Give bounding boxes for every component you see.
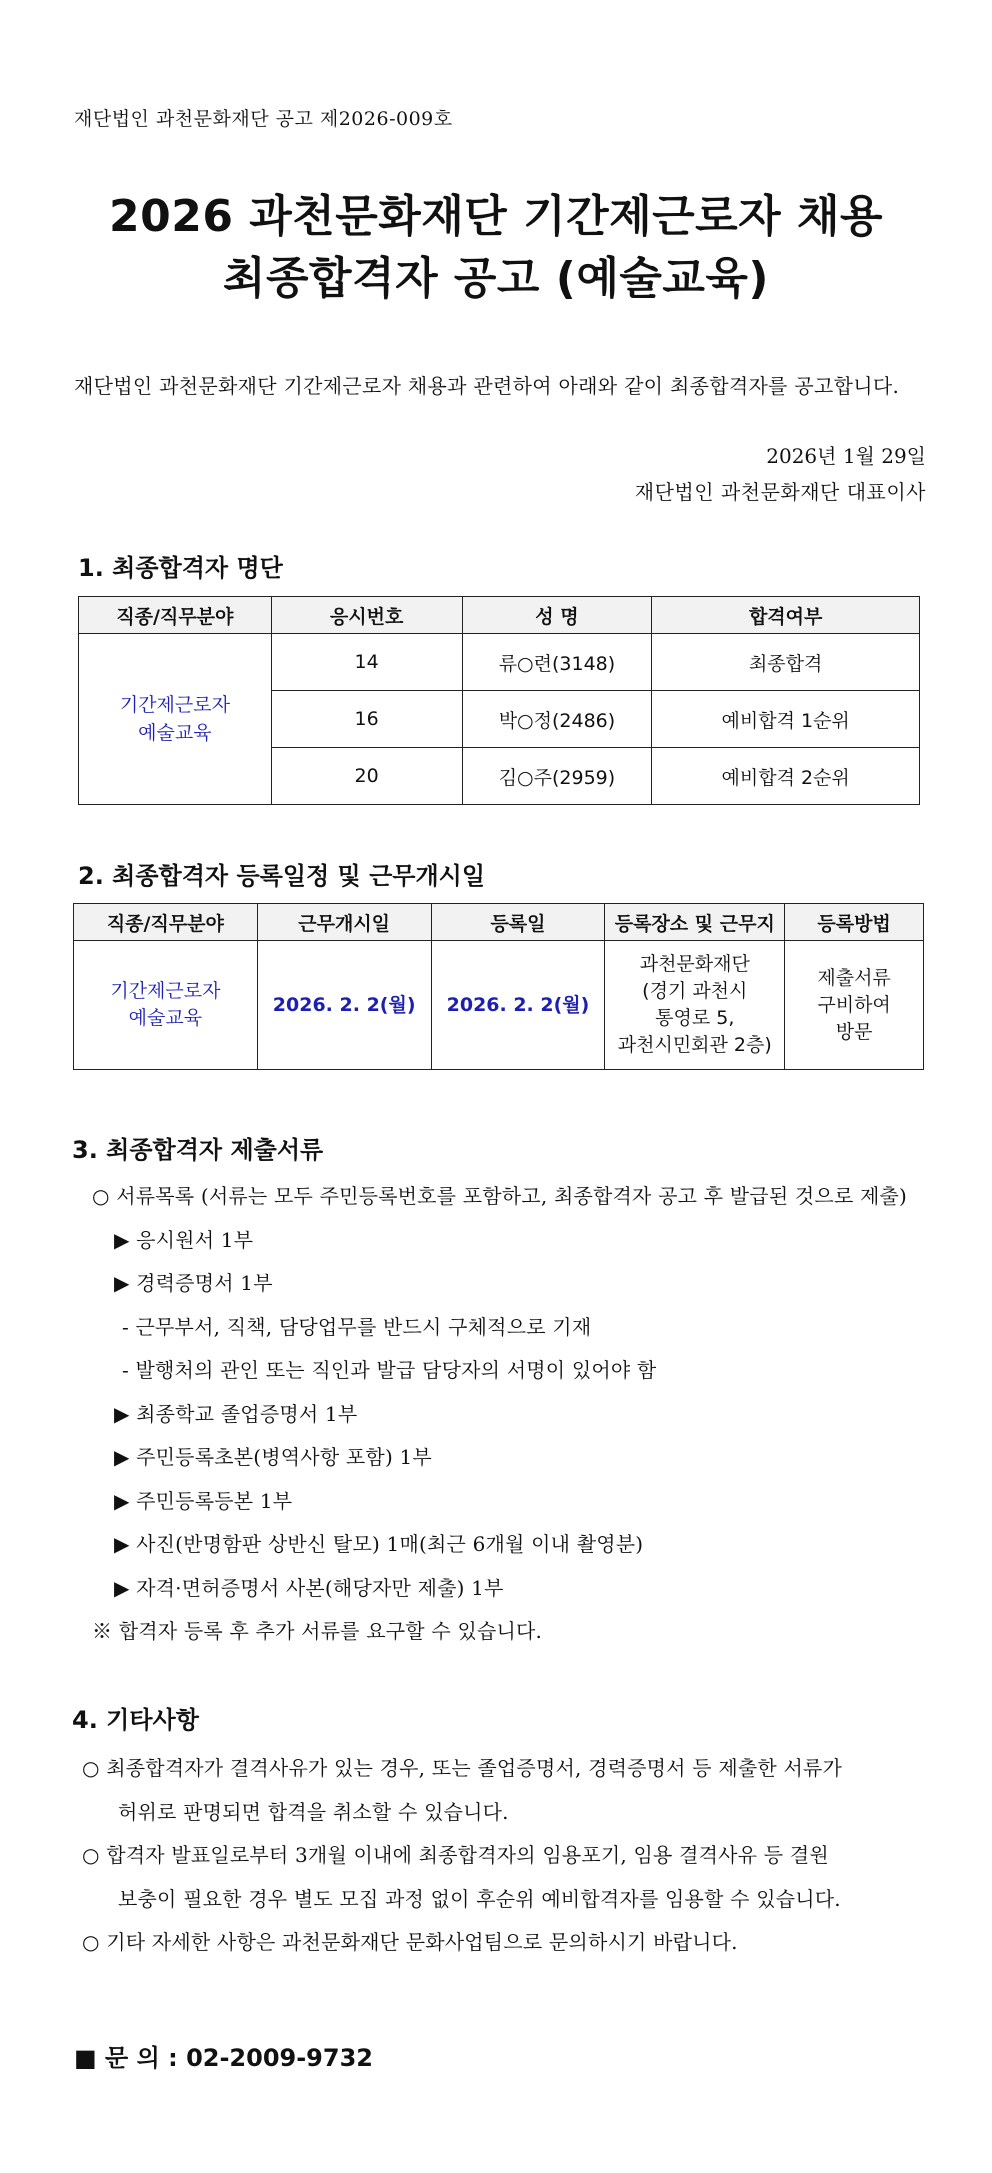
col-header: 응시번호 [271, 597, 462, 634]
registration-date: 2026. 2. 2(월) [431, 941, 605, 1070]
contact-info: ■ 문 의 : 02-2009-9732 [74, 2044, 373, 2072]
col-header: 등록일 [431, 904, 605, 941]
job-field-cell [79, 634, 272, 805]
job-field-line: 예술교육 [128, 1007, 203, 1029]
col-header: 등록방법 [785, 904, 924, 941]
place-line: (경기 과천시 [642, 980, 748, 1002]
col-header: 근무개시일 [257, 904, 431, 941]
col-header: 합격여부 [652, 597, 920, 634]
pass-result: 예비합격 1순위 [652, 691, 920, 748]
registration-method [785, 941, 924, 1070]
col-header: 직종/직무분야 [79, 597, 272, 634]
document-note: - 근무부서, 직책, 담당업무를 반드시 구체적으로 기재 [122, 1315, 592, 1339]
col-header: 성 명 [462, 597, 652, 634]
col-header: 등록장소 및 근무지 [605, 904, 785, 941]
document-item: ▶ 주민등록등본 1부 [114, 1489, 293, 1513]
misc-item: ○ 최종합격자가 결격사유가 있는 경우, 또는 졸업증명서, 경력증명서 등 제출한 서류가 [82, 1756, 843, 1780]
pass-result: 최종합격 [652, 634, 920, 691]
section1-heading: 1. 최종합격자 명단 [78, 554, 283, 582]
job-field-line: 기간제근로자 [110, 980, 221, 1002]
method-line: 제출서류 [817, 966, 891, 989]
job-field-cell [74, 941, 258, 1070]
col-header: 직종/직무분야 [74, 904, 258, 941]
applicant-number: 14 [271, 634, 462, 691]
misc-item: ○ 기타 자세한 사항은 과천문화재단 문화사업팀으로 문의하시기 바랍니다. [82, 1930, 738, 1954]
applicant-name: 박○정(2486) [462, 691, 652, 748]
misc-item: ○ 합격자 발표일로부터 3개월 이내에 최종합격자의 임용포기, 임용 결격사유 등 결원 [82, 1843, 829, 1867]
document-item: ▶ 자격·면허증명서 사본(해당자만 제출) 1부 [114, 1576, 504, 1600]
method-line: 구비하여 [817, 993, 891, 1016]
intro-text: 재단법인 과천문화재단 기간제근로자 채용과 관련하여 아래와 같이 최종합격자를 공고합니다. [74, 374, 900, 398]
place-line: 과천시민회관 2층) [617, 1034, 772, 1056]
table-row [74, 941, 924, 1070]
signatory: 재단법인 과천문화재단 대표이사 [634, 480, 926, 504]
notice-date: 2026년 1월 29일 [766, 444, 926, 468]
table-header-row [74, 904, 924, 941]
document-item: ▶ 최종학교 졸업증명서 1부 [114, 1402, 358, 1426]
table-row [79, 634, 920, 691]
document-item: ▶ 주민등록초본(병역사항 포함) 1부 [114, 1445, 432, 1469]
notice-number: 재단법인 과천문화재단 공고 제2026-009호 [74, 108, 453, 130]
section4-heading: 4. 기타사항 [72, 1706, 199, 1734]
registration-place [605, 941, 785, 1070]
place-line: 과천문화재단 [639, 953, 750, 975]
document-item: ▶ 경력증명서 1부 [114, 1271, 273, 1295]
pass-result: 예비합격 2순위 [652, 748, 920, 805]
document-item: ▶ 사진(반명함판 상반신 탈모) 1매(최근 6개월 이내 촬영분) [114, 1532, 644, 1556]
final-candidates-table [78, 596, 920, 805]
place-line: 통영로 5, [655, 1007, 735, 1029]
work-start-date: 2026. 2. 2(월) [257, 941, 431, 1070]
job-field-line: 예술교육 [138, 722, 212, 744]
misc-item-continued: 허위로 판명되면 합격을 취소할 수 있습니다. [118, 1800, 509, 1824]
method-line: 방문 [835, 1020, 873, 1043]
title-line-2: 최종합격자 공고 (예술교육) [223, 253, 769, 304]
additional-documents-note: ※ 합격자 등록 후 추가 서류를 요구할 수 있습니다. [92, 1619, 543, 1643]
title-line-1: 2026 과천문화재단 기간제근로자 채용 [109, 191, 883, 242]
registration-schedule-table [73, 903, 924, 1070]
applicant-name: 김○주(2959) [462, 748, 652, 805]
document-list-intro: ○ 서류목록 (서류는 모두 주민등록번호를 포함하고, 최종합격자 공고 후 발급된 것으로 제출) [92, 1184, 908, 1208]
applicant-number: 20 [271, 748, 462, 805]
job-field-line: 기간제근로자 [119, 694, 230, 716]
misc-item-continued: 보충이 필요한 경우 별도 모집 과정 없이 후순위 예비합격자를 임용할 수 있습니다. [118, 1887, 841, 1911]
applicant-name: 류○련(3148) [462, 634, 652, 691]
section2-heading: 2. 최종합격자 등록일정 및 근무개시일 [78, 862, 485, 890]
document-note: - 발행처의 관인 또는 직인과 발급 담당자의 서명이 있어야 함 [122, 1358, 657, 1382]
table-header-row [79, 597, 920, 634]
document-item: ▶ 응시원서 1부 [114, 1228, 254, 1252]
section3-heading: 3. 최종합격자 제출서류 [72, 1136, 324, 1164]
applicant-number: 16 [271, 691, 462, 748]
